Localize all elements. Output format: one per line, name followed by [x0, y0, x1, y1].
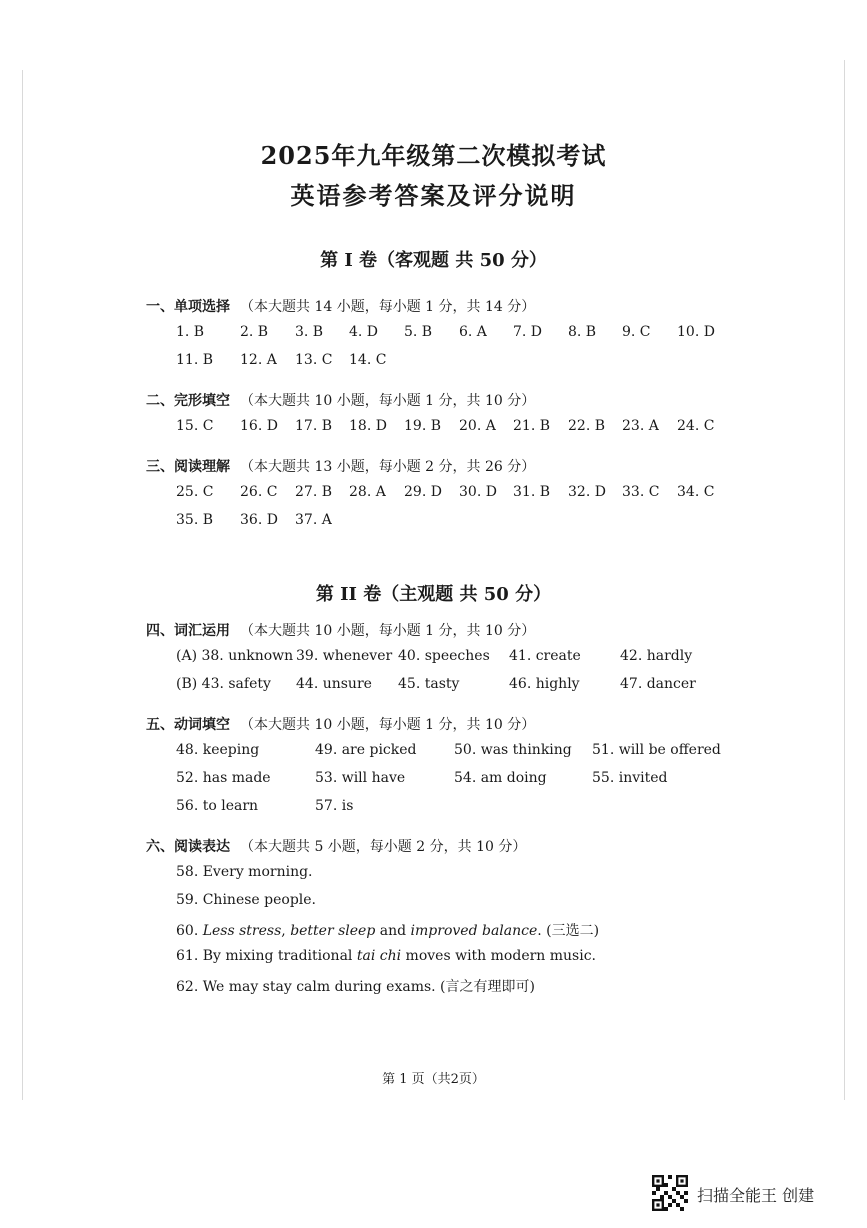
answer-item: 44. unsure [296, 676, 372, 692]
answer-item: 20. A [459, 418, 496, 434]
answer-num: 60. [176, 923, 203, 939]
answer-text: moves with modern music. [401, 948, 597, 964]
answer-item: 6. A [459, 324, 487, 340]
answer-item: 24. C [677, 418, 715, 434]
answer-text: and [375, 923, 411, 939]
answer-item: 28. A [349, 484, 386, 500]
answer-item: 22. B [568, 418, 606, 434]
section-label: 五、动词填空 [146, 717, 230, 733]
section-heading-2 [146, 390, 535, 410]
answer-item: 27. B [295, 484, 333, 500]
answer-61 [176, 948, 596, 964]
answer-item: 37. A [295, 512, 332, 528]
section-label: 二、完形填空 [146, 393, 230, 409]
answer-item: (A) 38. unknown [176, 648, 294, 664]
answer-62: 62. We may stay calm during exams. (言之有理即可) [176, 979, 535, 995]
answer-item: 52. has made [176, 770, 271, 786]
answer-item: 53. will have [315, 770, 406, 786]
answer-item: 34. C [677, 484, 715, 500]
section-desc: （本大题共 5 小题，每小题 2 分，共 10 分） [240, 839, 527, 855]
answer-item: 49. are picked [315, 742, 417, 758]
answer-item: 15. C [176, 418, 214, 434]
section-heading-6 [146, 836, 526, 856]
answer-item: 26. C [240, 484, 278, 500]
answer-row [0, 352, 867, 372]
answer-text: . (三选二) [537, 923, 600, 939]
answer-item: 55. invited [592, 770, 668, 786]
section-label: 三、阅读理解 [146, 459, 230, 475]
answer-item: 21. B [513, 418, 551, 434]
answer-item: 57. is [315, 798, 354, 814]
answer-text: 61. By mixing traditional [176, 948, 357, 964]
answer-60 [176, 920, 599, 940]
answer-item: 41. create [509, 648, 581, 664]
answer-item: 47. dancer [620, 676, 696, 692]
answer-item: (B) 43. safety [176, 676, 271, 692]
document-subtitle: 英语参考答案及评分说明 [290, 181, 577, 210]
section-desc: （本大题共 10 小题，每小题 1 分，共 10 分） [240, 623, 536, 639]
answer-row [0, 742, 867, 762]
section-desc: （本大题共 10 小题，每小题 1 分，共 10 分） [240, 717, 536, 733]
section-desc: （本大题共 14 小题，每小题 1 分，共 14 分） [240, 299, 536, 315]
answer-option: Less stress [202, 923, 282, 939]
scanner-watermark: 扫描全能王 创建 [697, 1186, 815, 1205]
answer-item: 17. B [295, 418, 333, 434]
answer-item: 19. B [404, 418, 442, 434]
answer-item: 12. A [240, 352, 277, 368]
answer-item: 29. D [404, 484, 442, 500]
answer-item: 48. keeping [176, 742, 260, 758]
answer-row [0, 798, 867, 818]
answer-item: 40. speeches [398, 648, 490, 664]
answer-row [0, 676, 867, 696]
part1-title: 第 I 卷（客观题 共 50 分） [320, 250, 547, 271]
answer-option: better sleep [290, 923, 376, 939]
answer-item: 33. C [622, 484, 660, 500]
answer-row [0, 418, 867, 438]
answer-item: 51. will be offered [592, 742, 721, 758]
answer-item: 45. tasty [398, 676, 460, 692]
section-desc: （本大题共 13 小题，每小题 2 分，共 26 分） [240, 459, 536, 475]
answer-item: 31. B [513, 484, 551, 500]
answer-item: 2. B [240, 324, 269, 340]
answer-item: 16. D [240, 418, 278, 434]
part2-title: 第 II 卷（主观题 共 50 分） [315, 584, 552, 605]
answer-row [0, 512, 867, 532]
answer-option: improved balance [410, 923, 538, 939]
answer-text: , [281, 923, 291, 939]
page-footer: 第 1 页（共2页） [382, 1072, 485, 1087]
answer-item: 1. B [176, 324, 205, 340]
answer-item: 11. B [176, 352, 214, 368]
answer-row [0, 324, 867, 344]
answer-item: 54. am doing [454, 770, 547, 786]
section-label: 六、阅读表达 [146, 839, 230, 855]
answer-item: 25. C [176, 484, 214, 500]
answer-row [0, 484, 867, 504]
section-label: 四、词汇运用 [146, 623, 230, 639]
qr-code-icon [652, 1175, 688, 1211]
section-heading-1 [146, 296, 535, 316]
answer-58: 58. Every morning. [176, 864, 313, 880]
answer-59: 59. Chinese people. [176, 892, 316, 908]
document-title: 2025年九年级第二次模拟考试 [260, 141, 607, 170]
answer-item: 35. B [176, 512, 214, 528]
answer-item: 3. B [295, 324, 324, 340]
answer-item: 7. D [513, 324, 543, 340]
answer-item: 42. hardly [620, 648, 693, 664]
answer-item: 10. D [677, 324, 715, 340]
answer-row [0, 648, 867, 668]
answer-item: 23. A [622, 418, 659, 434]
answer-item: 39. whenever [296, 648, 393, 664]
answer-item: 13. C [295, 352, 333, 368]
answer-row [0, 770, 867, 790]
answer-item: 32. D [568, 484, 606, 500]
answer-item: 30. D [459, 484, 497, 500]
section-heading-4 [146, 620, 535, 640]
answer-item: 18. D [349, 418, 387, 434]
section-heading-5 [146, 714, 535, 734]
answer-item: 8. B [568, 324, 597, 340]
answer-item: 4. D [349, 324, 379, 340]
answer-item: 46. highly [509, 676, 580, 692]
section-heading-3 [146, 456, 535, 476]
answer-item: 5. B [404, 324, 433, 340]
answer-item: 50. was thinking [454, 742, 572, 758]
answer-item: 9. C [622, 324, 651, 340]
section-desc: （本大题共 10 小题，每小题 1 分，共 10 分） [240, 393, 536, 409]
answer-item: 14. C [349, 352, 387, 368]
section-label: 一、单项选择 [146, 299, 230, 315]
answer-item: 36. D [240, 512, 278, 528]
answer-term: tai chi [356, 948, 402, 964]
answer-item: 56. to learn [176, 798, 259, 814]
